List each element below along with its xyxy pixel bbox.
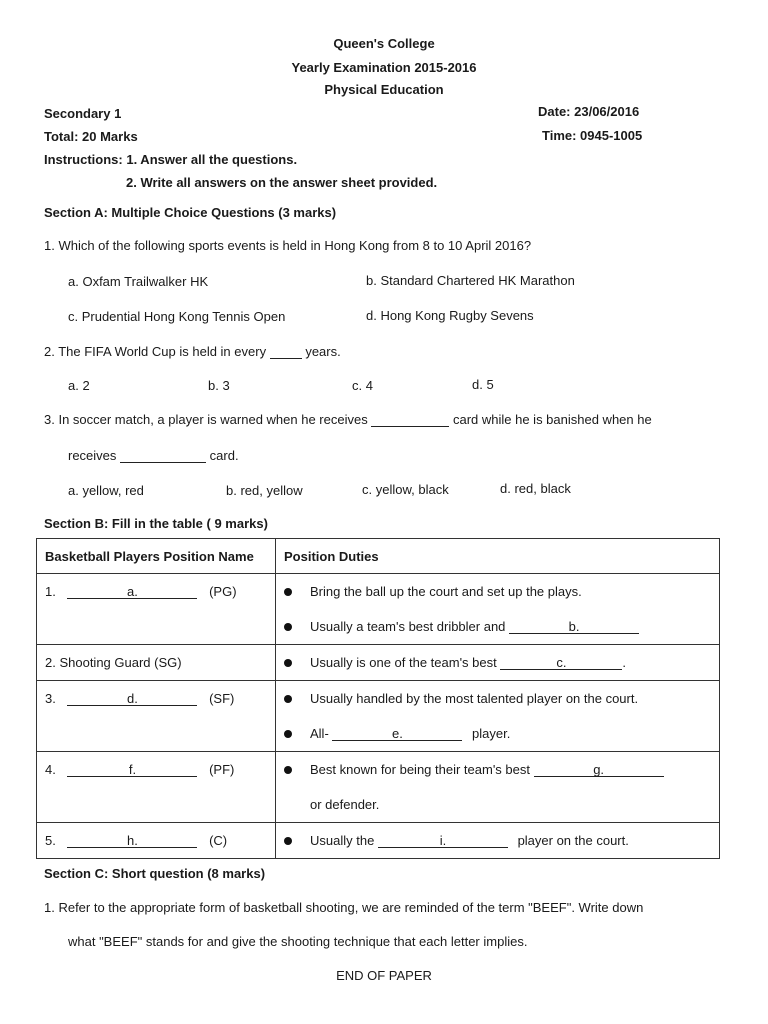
- position-abbr: (PG): [209, 584, 237, 599]
- blank-d: d.: [67, 692, 197, 706]
- table-row: [37, 681, 720, 752]
- q3-blank-1: [371, 413, 449, 427]
- question-3: [44, 412, 652, 427]
- blank-a: a.: [67, 585, 197, 599]
- duties-cell: [276, 574, 720, 645]
- bullet-icon: [284, 730, 292, 738]
- duty-text-end: player.: [472, 726, 511, 741]
- exam-time: Time: 0945-1005: [542, 128, 643, 143]
- q2-option-d: d. 5: [472, 377, 494, 392]
- position-cell: [37, 681, 276, 752]
- question-3-line-2: [68, 448, 239, 463]
- q1-option-a: a. Oxfam Trailwalker HK: [68, 274, 209, 289]
- section-c-question-line-2: what "BEEF" stands for and give the shooting technique that each letter implies.: [68, 934, 528, 949]
- form-level: Secondary 1: [44, 106, 122, 121]
- duty-text: Usually the: [310, 833, 375, 848]
- row-number: 3.: [45, 691, 56, 706]
- table-row: [37, 752, 720, 823]
- q1-option-b: b. Standard Chartered HK Marathon: [366, 273, 575, 288]
- q2-blank: [270, 345, 302, 359]
- section-a-title: Section A: Multiple Choice Questions (3 marks): [44, 205, 337, 220]
- table-row: [37, 823, 720, 859]
- end-of-paper: END OF PAPER: [336, 968, 432, 983]
- duties-cell: [276, 645, 720, 681]
- blank-c: c.: [500, 656, 622, 670]
- subject-title: Physical Education: [324, 82, 444, 97]
- row-number: 1.: [45, 584, 56, 599]
- bullet-icon: [284, 623, 292, 631]
- position-cell: [37, 823, 276, 859]
- bullet-icon: [284, 766, 292, 774]
- position-cell: [37, 752, 276, 823]
- column-header-duties: Position Duties: [276, 539, 720, 574]
- position-abbr: (PF): [209, 762, 235, 777]
- duty-text: Bring the ball up the court and set up the plays.: [310, 584, 582, 599]
- bullet-icon: [284, 659, 292, 667]
- section-c-title: Section C: Short question (8 marks): [44, 866, 266, 881]
- q3-text-mid: card while he is banished when he: [452, 412, 652, 427]
- column-header-position: Basketball Players Position Name: [37, 539, 276, 574]
- q3-option-b: b. red, yellow: [226, 483, 303, 498]
- position-abbr: (SF): [209, 691, 235, 706]
- position-cell: [37, 574, 276, 645]
- blank-i: i.: [378, 834, 508, 848]
- section-b-title: Section B: Fill in the table ( 9 marks): [44, 516, 268, 531]
- duty-text: Usually handled by the most talented player on the court.: [310, 691, 639, 706]
- blank-e: e.: [332, 727, 462, 741]
- blank-b: b.: [509, 620, 639, 634]
- position-name: 2. Shooting Guard (SG): [45, 655, 182, 670]
- q1-option-c: c. Prudential Hong Kong Tennis Open: [68, 309, 286, 324]
- bullet-icon: [284, 695, 292, 703]
- blank-h: h.: [67, 834, 197, 848]
- positions-table: [36, 538, 720, 859]
- table-header-row: [37, 539, 720, 574]
- total-marks: Total: 20 Marks: [44, 129, 138, 144]
- q3-option-c: c. yellow, black: [362, 482, 449, 497]
- bullet-icon: [284, 588, 292, 596]
- duty-text-end: .: [622, 655, 626, 670]
- school-name: Queen's College: [333, 36, 435, 51]
- question-2: [44, 344, 341, 359]
- row-number: 4.: [45, 762, 56, 777]
- blank-g: g.: [534, 763, 664, 777]
- q2-option-b: b. 3: [208, 378, 230, 393]
- instruction-line-1: Instructions: 1. Answer all the questions.: [44, 152, 298, 167]
- q2-text-end: years.: [305, 344, 341, 359]
- duties-cell: [276, 681, 720, 752]
- duty-text: or defender.: [310, 797, 380, 812]
- duty-text: Best known for being their team's best: [310, 762, 530, 777]
- q3-line2-end: card.: [209, 448, 239, 463]
- position-cell: [37, 645, 276, 681]
- q3-blank-2: [120, 449, 206, 463]
- exam-title: Yearly Examination 2015-2016: [291, 60, 477, 75]
- q3-line2-text: receives: [68, 448, 117, 463]
- table-row: [37, 645, 720, 681]
- row-number: 5.: [45, 833, 56, 848]
- instruction-line-2: 2. Write all answers on the answer sheet provided.: [126, 175, 438, 190]
- q2-option-c: c. 4: [352, 378, 373, 393]
- duties-cell: [276, 823, 720, 859]
- q2-text: 2. The FIFA World Cup is held in every: [44, 344, 267, 359]
- table-row: [37, 574, 720, 645]
- duty-text: Usually is one of the team's best: [310, 655, 497, 670]
- duty-text-end: player on the court.: [517, 833, 629, 848]
- q3-text: 3. In soccer match, a player is warned when he receives: [44, 412, 368, 427]
- bullet-icon: [284, 837, 292, 845]
- section-c-question-line-1: 1. Refer to the appropriate form of basketball shooting, we are reminded of the term "BEEF". Write down: [44, 900, 644, 915]
- question-1: 1. Which of the following sports events is held in Hong Kong from 8 to 10 April 2016?: [44, 238, 532, 253]
- q3-option-a: a. yellow, red: [68, 483, 144, 498]
- blank-f: f.: [67, 763, 197, 777]
- exam-date: Date: 23/06/2016: [538, 104, 640, 119]
- duty-text: All-: [310, 726, 329, 741]
- q3-option-d: d. red, black: [500, 481, 571, 496]
- duty-text: Usually a team's best dribbler and: [310, 619, 506, 634]
- q2-option-a: a. 2: [68, 378, 90, 393]
- position-abbr: (C): [209, 833, 228, 848]
- duties-cell: [276, 752, 720, 823]
- q1-option-d: d. Hong Kong Rugby Sevens: [366, 308, 534, 323]
